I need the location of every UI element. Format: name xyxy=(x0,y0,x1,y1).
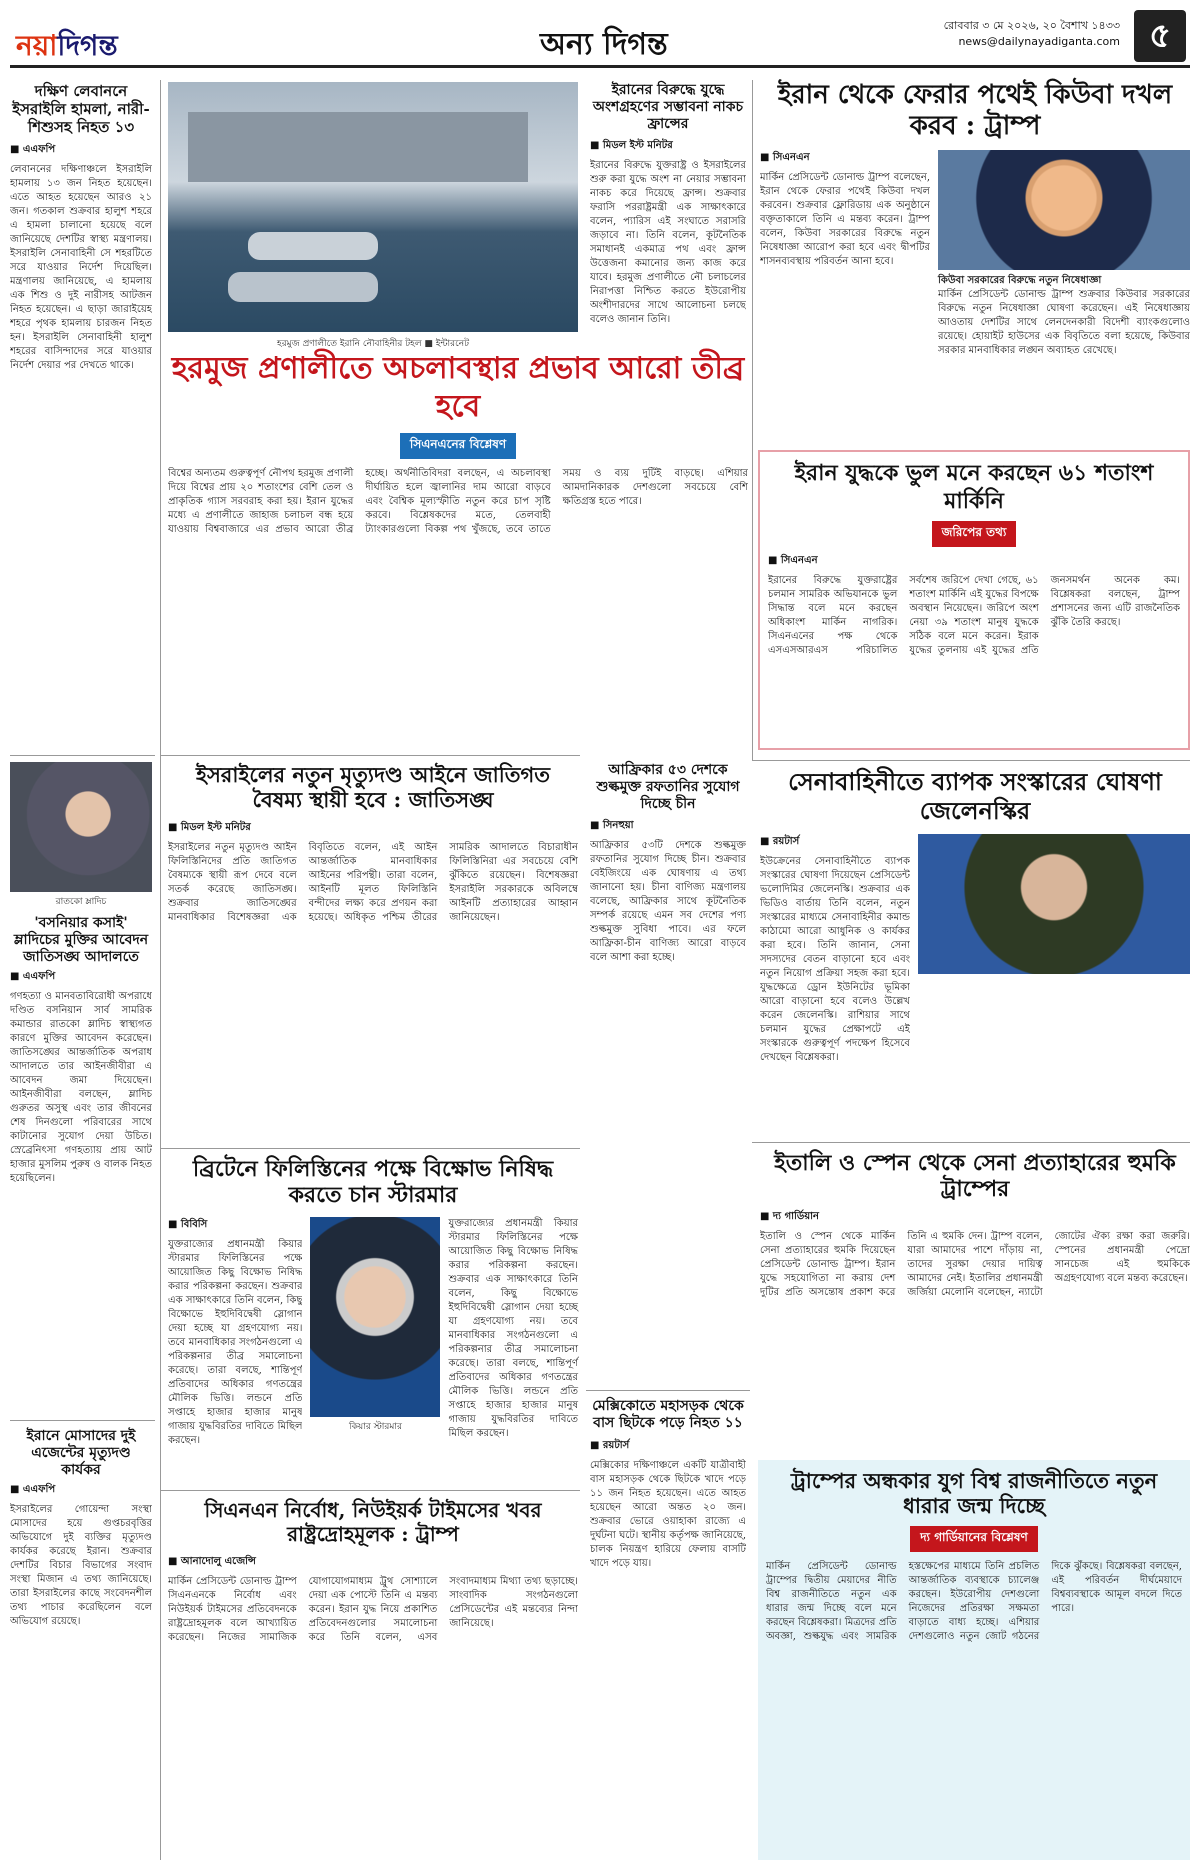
headline[interactable]: ইরান থেকে ফেরার পথেই কিউবা দখল করব : ট্রাম্প xyxy=(777,80,1173,142)
patrol-boat-image xyxy=(248,232,378,260)
article-poll[interactable] xyxy=(758,450,1190,750)
article-zelensky[interactable] xyxy=(760,768,1190,1115)
headline[interactable]: সেনাবাহিনীতে ব্যাপক সংস্কারের ঘোষণা জেলেনস্কির xyxy=(788,767,1162,825)
article-body: আফ্রিকার ৫৩টি দেশকে শুল্কমুক্ত রফতানির সুযোগ দিচ্ছে চীন। শুক্রবার বেইজিংয়ে এক ঘোষণায় এ তথ্য জানানো হয়। চীনা বাণিজ্য মন্ত্রণালয় বলেছে, আফ্রিকার সাথে কূটনৈতিক সম্পর্ক রয়েছে এমন সব দেশের পণ্য শুল্কমুক্ত সুবিধা পাবে। এর ফলে আফ্রিকা-চীন বাণিজ্য আরো বাড়বে বলে আশা করা হচ্ছে। xyxy=(590,840,746,964)
column-divider xyxy=(160,80,161,1860)
headline[interactable]: ইতালি ও স্পেন থেকে সেনা প্রত্যাহারের হুমকি ট্রাম্পের xyxy=(774,1150,1176,1203)
hormuz-photo xyxy=(168,82,578,332)
headline[interactable]: সিএনএন নির্বোধ, নিউইয়র্ক টাইমসের খবর রাষ্ট্রদ্রোহমূলক : ট্রাম্প xyxy=(204,1498,542,1546)
article-starmer[interactable] xyxy=(168,1156,578,1458)
headline[interactable]: 'বসনিয়ার কসাই' ম্লাদিচের মুক্তির আবেদন জাতিসঙ্ঘ আদালতে xyxy=(13,915,149,965)
byline: ■ সিনহুয়া xyxy=(590,820,634,832)
headline[interactable]: ইসরাইলের নতুন মৃত্যুদণ্ড আইনে জাতিগত বৈষম্য স্থায়ী হবে : জাতিসঙ্ঘ xyxy=(196,762,550,813)
section-divider xyxy=(160,1148,580,1149)
article-iran-mossad[interactable] xyxy=(10,1428,152,1868)
starmer-photo xyxy=(310,1217,440,1417)
byline: ■ দ্য গার্ডিয়ান xyxy=(760,1210,819,1222)
email-link[interactable]: news@dailynayadiganta.com xyxy=(958,35,1120,48)
page-number: ৫ xyxy=(1134,10,1186,62)
article-col xyxy=(168,1217,302,1458)
article-lebanon[interactable] xyxy=(10,82,152,793)
byline: ■ আনাদোলু এজেন্সি xyxy=(168,1556,256,1567)
article-body: লেবাননের দক্ষিণাঞ্চলে ইসরাইলি হামলায় ১৩ জন নিহত হয়েছেন। এতে আহত হয়েছেন আরও ২১ জন। গতকাল শুক্রবার হালুশ শহরে এ হামলা চালানো হয়েছে বলে জানিয়েছে দেশটির স্বাস্থ্য মন্ত্রণালয়। ইসরাইলি সেনাবাহিনী সে শহরটিতে সরে যাওয়ার নির্দেশ দিয়েছিল। মন্ত্রণালয় জানিয়েছে, এ হামলায় এক শিশু ও দুই নারীসহ আটজন নিহত হয়েছেন। এ ছাড়া জারাইয়েহ শহরে পৃথক হামলায় চারজন নিহত হন। ইসরাইলি সেনাবাহিনী হালুশ শহরের বাসিন্দাদের সরে যাওয়ার নির্দেশ দেয়ার পর দেখতে থাকে। xyxy=(10,164,152,371)
headline[interactable]: ইরান যুদ্ধকে ভুল মনে করছেন ৬১ শতাংশ মার্কিনি xyxy=(794,460,1154,514)
poll-badge-wrap xyxy=(768,521,1180,547)
masthead xyxy=(10,6,1190,68)
tanker-ship-image xyxy=(188,112,528,182)
byline: ■ সিএনএন xyxy=(760,152,810,164)
photo-caption: কিয়ার স্টারমার xyxy=(349,1421,402,1432)
photo-caption: রাতকো ম্লাদিচ xyxy=(55,897,107,907)
analysis-badge-wrap xyxy=(168,433,748,459)
article-col xyxy=(760,150,930,398)
section-divider xyxy=(160,755,580,756)
patrol-boat-image xyxy=(228,272,378,302)
guardian-badge-wrap xyxy=(766,1526,1182,1552)
column-divider xyxy=(752,80,753,760)
headline[interactable]: ব্রিটেনে ফিলিস্তিনের পক্ষে বিক্ষোভ নিষিদ্ধ করতে চান স্টারমার xyxy=(192,1156,554,1209)
article-body: মেক্সিকোর দক্ষিণাঞ্চলে একটি যাত্রীবাহী বাস মহাসড়ক থেকে ছিটকে খাদে পড়ে ১১ জন নিহত হয়েছেন। এতে আহত হয়েছেন আরো অন্তত ২০ জন। শুক্রবার ভোরে ওয়াহাকা রাজ্যে এ দুর্ঘটনা ঘটে। স্থানীয় কর্তৃপক্ষ জানিয়েছে, চালক নিয়ন্ত্রণ হারিয়ে ফেলায় বাসটি খাদে পড়ে যায়। xyxy=(590,1459,746,1569)
byline: ■ রয়টার্স xyxy=(590,1439,630,1451)
poll-badge: জরিপের তথ্য xyxy=(932,521,1017,547)
date-text: রোববার ৩ মে ২০২৬, ২০ বৈশাখ ১৪৩৩ xyxy=(943,19,1120,32)
photo-caption: হরমুজ প্রণালীতে ইরানি নৌবাহিনীর টহল ■ ইন্টারনেট xyxy=(277,339,469,349)
article-body: মার্কিন প্রেসিডেন্ট ডোনাল্ড ট্রাম্প বলেছেন, ইরান থেকে ফেরার পথেই কিউবা দখল করবেন। শুক্রবার ফ্লোরিডায় এক অনুষ্ঠানে বক্তৃতাকালে তিনি এ মন্তব্য করেন। ট্রাম্প বলেন, কিউবা সরকারের বিরুদ্ধে নতুন নিষেধাজ্ঞা আরোপ করা হবে এবং দ্বীপটির শাসনব্যবস্থায় পরিবর্তন আনা হবে। xyxy=(760,172,930,268)
article-body: যুক্তরাজ্যের প্রধানমন্ত্রী কিয়ার স্টারমার ফিলিস্তিনের পক্ষে আয়োজিত কিছু বিক্ষোভ নিষিদ্ধ করার পরিকল্পনা করছেন। শুক্রবার এক সাক্ষাৎকারে তিনি বলেন, কিছু বিক্ষোভে ইহুদিবিদ্বেষী স্লোগান দেয়া হচ্ছে যা গ্রহণযোগ্য নয়। তবে মানবাধিকার সংগঠনগুলো এ পরিকল্পনার তীব্র সমালোচনা করেছে। তারা বলছে, শান্তিপূর্ণ প্রতিবাদের অধিকার গণতন্ত্রের মৌলিক ভিত্তি। লন্ডনে প্রতি সপ্তাহে হাজার হাজার মানুষ গাজায় যুদ্ধবিরতির দাবিতে মিছিল করছেন। xyxy=(448,1217,578,1439)
article-row xyxy=(760,834,1190,1115)
article-row xyxy=(760,150,1190,398)
article-body: ইসরাইলের নতুন মৃত্যুদণ্ড আইন ফিলিস্তিনিদের প্রতি জাতিগত বৈষম্যকে স্থায়ী রূপ দেবে বলে সতর্ক করেছে জাতিসঙ্ঘ। শুক্রবার জাতিসঙ্ঘের মানবাধিকার বিশেষজ্ঞরা এক বিবৃতিতে বলেন, এই আইন আন্তর্জাতিক মানবাধিকার আইনের পরিপন্থী। তারা বলেন, আইনটি মূলত ফিলিস্তিনি বন্দীদের লক্ষ্য করে প্রণয়ন করা হয়েছে। অধিকৃত পশ্চিম তীরের সামরিক আদালতে বিচারাধীন ফিলিস্তিনিরা এর সবচেয়ে বেশি ঝুঁকিতে রয়েছেন। বিশেষজ্ঞরা ইসরাইলি সরকারকে অবিলম্বে আইনটি প্রত্যাহারের আহ্বান জানিয়েছেন। xyxy=(168,842,578,924)
article-row xyxy=(168,1217,578,1458)
byline: ■ মিডল ইস্ট মনিটর xyxy=(168,822,251,834)
article-body: মার্কিন প্রেসিডেন্ট ডোনাল্ড ট্রাম্প সিএনএনকে নির্বোধ এবং নিউইয়র্ক টাইমসের প্রতিবেদনকে রাষ্ট্রদ্রোহমূলক বলে আখ্যায়িত করেছেন। নিজের সামাজিক যোগাযোগমাধ্যম ট্রুথ সোশ্যালে দেয়া এক পোস্টে তিনি এ মন্তব্য করেন। ইরান যুদ্ধ নিয়ে প্রকাশিত প্রতিবেদনগুলোর সমালোচনা করে তিনি বলেন, এসব সংবাদমাধ্যম মিথ্যা তথ্য ছড়াচ্ছে। সাংবাদিক সংগঠনগুলো প্রেসিডেন্টের এই মন্তব্যের নিন্দা জানিয়েছে। xyxy=(168,1576,578,1643)
byline: ■ সিএনএন xyxy=(768,555,818,566)
section-title: অন্য দিগন্ত xyxy=(540,27,668,62)
article-israel-death[interactable] xyxy=(168,762,578,1221)
article-col xyxy=(938,150,1190,398)
section-divider xyxy=(752,1142,1190,1143)
article-africa[interactable] xyxy=(590,762,746,1459)
article-body: ইউক্রেনের সেনাবাহিনীতে ব্যাপক সংস্কারের ঘোষণা দিয়েছেন প্রেসিডেন্ট ভলোদিমির জেলেনস্কি। শুক্রবার এক ভিডিও বার্তায় তিনি বলেন, নতুন সংস্কারের মাধ্যমে সেনাবাহিনীর কমান্ড কাঠামো আরো আধুনিক ও কার্যকর করা হবে। তিনি জানান, সেনা সদস্যদের বেতন বাড়ানো হবে এবং নতুন নিয়োগ প্রক্রিয়া সহজ করা হবে। যুদ্ধক্ষেত্রে ড্রোন ইউনিটের ভূমিকা আরো বাড়ানো হবে বলেও উল্লেখ করেন জেলেনস্কি। রাশিয়ার সাথে চলমান যুদ্ধের প্রেক্ষাপটে এই সংস্কারকে গুরুত্বপূর্ণ পদক্ষেপ হিসেবে দেখছেন বিশ্লেষকরা। xyxy=(760,855,910,1063)
article-body: ইতালি ও স্পেন থেকে মার্কিন সেনা প্রত্যাহারের হুমকি দিয়েছেন প্রেসিডেন্ট ডোনাল্ড ট্রাম্প। ইরান যুদ্ধে সহযোগিতা না করায় দেশ দুটির প্রতি অসন্তোষ প্রকাশ করে তিনি এ হুমকি দেন। ট্রাম্প বলেন, যারা আমাদের পাশে দাঁড়ায় না, তাদের সুরক্ষা দেয়ার দায়িত্ব আমাদের নেই। ইতালির প্রধানমন্ত্রী জর্জিয়া মেলোনি বলেছেন, ন্যাটো জোটের ঐক্য রক্ষা করা জরুরি। স্পেনের প্রধানমন্ত্রী পেদ্রো সানচেজ এই হুমকিকে অগ্রহণযোগ্য বলে মন্তব্য করেছেন। xyxy=(760,1230,1190,1298)
article-body: মার্কিন প্রেসিডেন্ট ডোনাল্ড ট্রাম্প শুক্রবার কিউবার সরকারের বিরুদ্ধে নতুন নিষেধাজ্ঞা ঘোষণা করেছেন। এই নিষেধাজ্ঞায় আওতায় দেশটির সাথে লেনদেনকারী বিদেশী ব্যাংকগুলোও রয়েছে। হোয়াইট হাউসের এক বিবৃতিতে বলা হয়েছে, কিউবার সরকার মানবাধিকার লঙ্ঘন অব্যাহত রেখেছে। xyxy=(938,289,1190,357)
byline: ■ এএফপি xyxy=(10,144,56,155)
section-divider xyxy=(10,755,155,756)
article-body: ইরানের বিরুদ্ধে যুক্তরাষ্ট্র ও ইসরাইলের শুরু করা যুদ্ধে অংশ না নেয়ার সম্ভাবনা নাকচ করে দিয়েছে ফ্রান্স। শুক্রবার ফরাসি পররাষ্ট্রমন্ত্রী এক সাক্ষাৎকারে বলেন, প্যারিস এই সংঘাতে সরাসরি জড়াবে না। তিনি বলেন, কূটনৈতিক সমাধানই একমাত্র পথ এবং ফ্রান্স উত্তেজনা কমানোর জন্য কাজ করে যাবে। হরমুজ প্রণালীতে নৌ চলাচলের নিরাপত্তা নিশ্চিত করতে ইউরোপীয় অংশীদারদের সাথে আলোচনা চলছে বলেও জানান তিনি। xyxy=(590,160,746,326)
article-body: বিশ্বের অন্যতম গুরুত্বপূর্ণ নৌপথ হরমুজ প্রণালী দিয়ে বিশ্বের প্রায় ২০ শতাংশের বেশি তেল ও প্রাকৃতিক গ্যাস সরবরাহ করা হয়। ইরান যুদ্ধের মধ্যে এ প্রণালীতে জাহাজ চলাচল বন্ধ হয়ে যাওয়ায় বিশ্ববাজারে এর প্রভাব আরো তীব্র হচ্ছে। অর্থনীতিবিদরা বলছেন, এ অচলাবস্থা দীর্ঘায়িত হলে জ্বালানির দাম আরো বাড়বে এবং বৈশ্বিক মূল্যস্ফীতি নতুন করে চাপ সৃষ্টি করবে। বিশ্লেষকদের মতে, তেলবাহী ট্যাংকারগুলো বিকল্প পথ খুঁজছে, তবে তাতে সময় ও ব্যয় দুটিই বাড়ছে। এশিয়ার আমদানিকারক দেশগুলো সবচেয়ে বেশি ক্ষতিগ্রস্ত হতে পারে। xyxy=(168,468,748,535)
trump-photo xyxy=(938,150,1190,270)
subhead: কিউবা সরকারের বিরুদ্ধে নতুন নিষেধাজ্ঞা xyxy=(938,275,1102,287)
article-cnn-nyt[interactable] xyxy=(168,1498,578,1825)
article-body: যুক্তরাজ্যের প্রধানমন্ত্রী কিয়ার স্টারমার ফিলিস্তিনের পক্ষে আয়োজিত কিছু বিক্ষোভ নিষিদ্ধ করার পরিকল্পনা করছেন। শুক্রবার এক সাক্ষাৎকারে তিনি বলেন, কিছু বিক্ষোভে ইহুদিবিদ্বেষী স্লোগান দেয়া হচ্ছে যা গ্রহণযোগ্য নয়। তবে মানবাধিকার সংগঠনগুলো এ পরিকল্পনার তীব্র সমালোচনা করেছে। তারা বলছে, শান্তিপূর্ণ প্রতিবাদের অধিকার গণতন্ত্রের মৌলিক ভিত্তি। লন্ডনে প্রতি সপ্তাহে হাজার হাজার মানুষ গাজায় যুদ্ধবিরতির দাবিতে মিছিল করছেন। xyxy=(168,1238,303,1446)
byline: ■ এএফপি xyxy=(10,1484,56,1496)
article-body: ইসরাইলের গোয়েন্দা সংস্থা মোসাদের হয়ে গুপ্তচরবৃত্তির অভিযোগে দুই ব্যক্তির মৃত্যুদণ্ড কার্যকর করেছে ইরান। শুক্রবার দেশটির বিচার বিভাগের সংবাদ সংস্থা মিজান এ তথ্য জানিয়েছে। তারা ইসরাইলের কাছে সংবেদনশীল তথ্য পাচার করেছিলেন বলে অভিযোগ রয়েছে। xyxy=(10,1504,152,1628)
section-divider xyxy=(586,1390,750,1391)
headline[interactable]: ইরানের বিরুদ্ধে যুদ্ধে অংশগ্রহণের সম্ভাবনা নাকচ ফ্রান্সের xyxy=(592,82,744,132)
section-divider xyxy=(10,1420,155,1421)
article-guardian[interactable] xyxy=(758,1460,1190,1860)
article-mladic[interactable] xyxy=(10,762,152,1390)
section-divider xyxy=(752,760,1190,761)
byline: ■ রয়টার্স xyxy=(760,835,800,847)
analysis-badge: সিএনএনের বিশ্লেষণ xyxy=(400,433,516,459)
article-trump-cuba[interactable] xyxy=(760,80,1190,398)
section-divider xyxy=(160,1490,580,1491)
article-mexico[interactable] xyxy=(590,1398,746,1839)
mladic-photo xyxy=(10,762,152,892)
article-body: গণহত্যা ও মানবতাবিরোধী অপরাধে দণ্ডিত বসনিয়ান সার্ব সামরিক কমান্ডার রাতকো ম্লাদিচ স্বাস্থ্যগত কারণে মুক্তির আবেদন করেছেন। জাতিসঙ্ঘের আন্তর্জাতিক অপরাধ আদালতে তার আইনজীবীরা এ আবেদন জমা দিয়েছেন। আইনজীবীরা বলছেন, ম্লাদিচ গুরুতর অসুস্থ এবং তার জীবনের শেষ দিনগুলো পরিবারের সাথে কাটানোর সুযোগ দেয়া উচিত। স্রেব্রেনিৎসা গণহত্যায় প্রায় আট হাজার মুসলিম পুরুষ ও বালক নিহত হয়েছিলেন। xyxy=(10,991,152,1185)
zelensky-photo xyxy=(918,834,1190,974)
headline[interactable]: মেক্সিকোতে মহাসড়ক থেকে বাস ছিটকে পড়ে নিহত ১১ xyxy=(592,1398,744,1431)
byline: ■ মিডল ইস্ট মনিটর xyxy=(590,140,673,152)
article-col xyxy=(760,834,910,1115)
byline: ■ এএফপি xyxy=(10,971,56,983)
article-iran-france[interactable] xyxy=(590,82,746,409)
newspaper-logo[interactable]: নয়াদিগন্ত xyxy=(16,29,118,62)
headline[interactable]: ইরানে মোসাদের দুই এজেন্টের মৃত্যুদণ্ড কার্যকর xyxy=(26,1428,136,1478)
article-italy-spain[interactable] xyxy=(760,1150,1190,1440)
dateline xyxy=(944,18,1120,50)
article-body: ইরানের বিরুদ্ধে যুক্তরাষ্ট্রের চলমান সামরিক অভিযানকে ভুল সিদ্ধান্ত বলে মনে করছেন অধিকাংশ মার্কিন নাগরিক। সিএনএনের পক্ষ থেকে এসএসআরএস পরিচালিত সর্বশেষ জরিপে দেখা গেছে, ৬১ শতাংশ মার্কিনি এই যুদ্ধের বিপক্ষে অবস্থান নিয়েছেন। জরিপে অংশ নেয়া ৩৯ শতাংশ মানুষ যুদ্ধকে সঠিক বলে মনে করেন। ইরাক যুদ্ধের তুলনায় এই যুদ্ধের প্রতি জনসমর্থন অনেক কম। বিশ্লেষকরা বলছেন, ট্রাম্প প্রশাসনের জন্য এটি রাজনৈতিক ঝুঁকি তৈরি করছে। xyxy=(768,575,1180,656)
byline: ■ বিবিসি xyxy=(168,1218,208,1230)
article-body: মার্কিন প্রেসিডেন্ট ডোনাল্ড ট্রাম্পের দ্বিতীয় মেয়াদের নীতি বিশ্ব রাজনীতিতে নতুন এক ধারার জন্ম দিচ্ছে বলে মনে করছেন বিশ্লেষকরা। মিত্রদের প্রতি অবজ্ঞা, শুল্কযুদ্ধ এবং সামরিক হস্তক্ষেপের মাধ্যমে তিনি প্রচলিত আন্তর্জাতিক ব্যবস্থাকে চ্যালেঞ্জ করছেন। ইউরোপীয় দেশগুলো নিজেদের প্রতিরক্ষা সক্ষমতা বাড়াতে বাধ্য হচ্ছে। এশিয়ার দেশগুলোও নতুন জোট গঠনের দিকে ঝুঁকছে। বিশ্লেষকরা বলছেন, এই পরিবর্তন দীর্ঘমেয়াদে বিশ্বব্যবস্থাকে আমূল বদলে দিতে পারে। xyxy=(766,1561,1182,1643)
headline[interactable]: আফ্রিকার ৫৩ দেশকে শুল্কমুক্ত রফতানির সুযোগ দিচ্ছে চীন xyxy=(596,762,740,812)
headline[interactable]: হরমুজ প্রণালীতে অচলাবস্থার প্রভাব আরো তীব্র হবে xyxy=(171,351,745,424)
analysis-badge: দ্য গার্ডিয়ানের বিশ্লেষণ xyxy=(910,1526,1038,1552)
headline[interactable]: ট্রাম্পের অন্ধকার যুগ বিশ্ব রাজনীতিতে নতুন ধারার জন্ম দিচ্ছে xyxy=(790,1468,1158,1519)
article-col xyxy=(310,1217,440,1458)
headline[interactable]: দক্ষিণ লেবাননে ইসরাইলি হামলা, নারী-শিশুসহ নিহত ১৩ xyxy=(12,82,150,136)
